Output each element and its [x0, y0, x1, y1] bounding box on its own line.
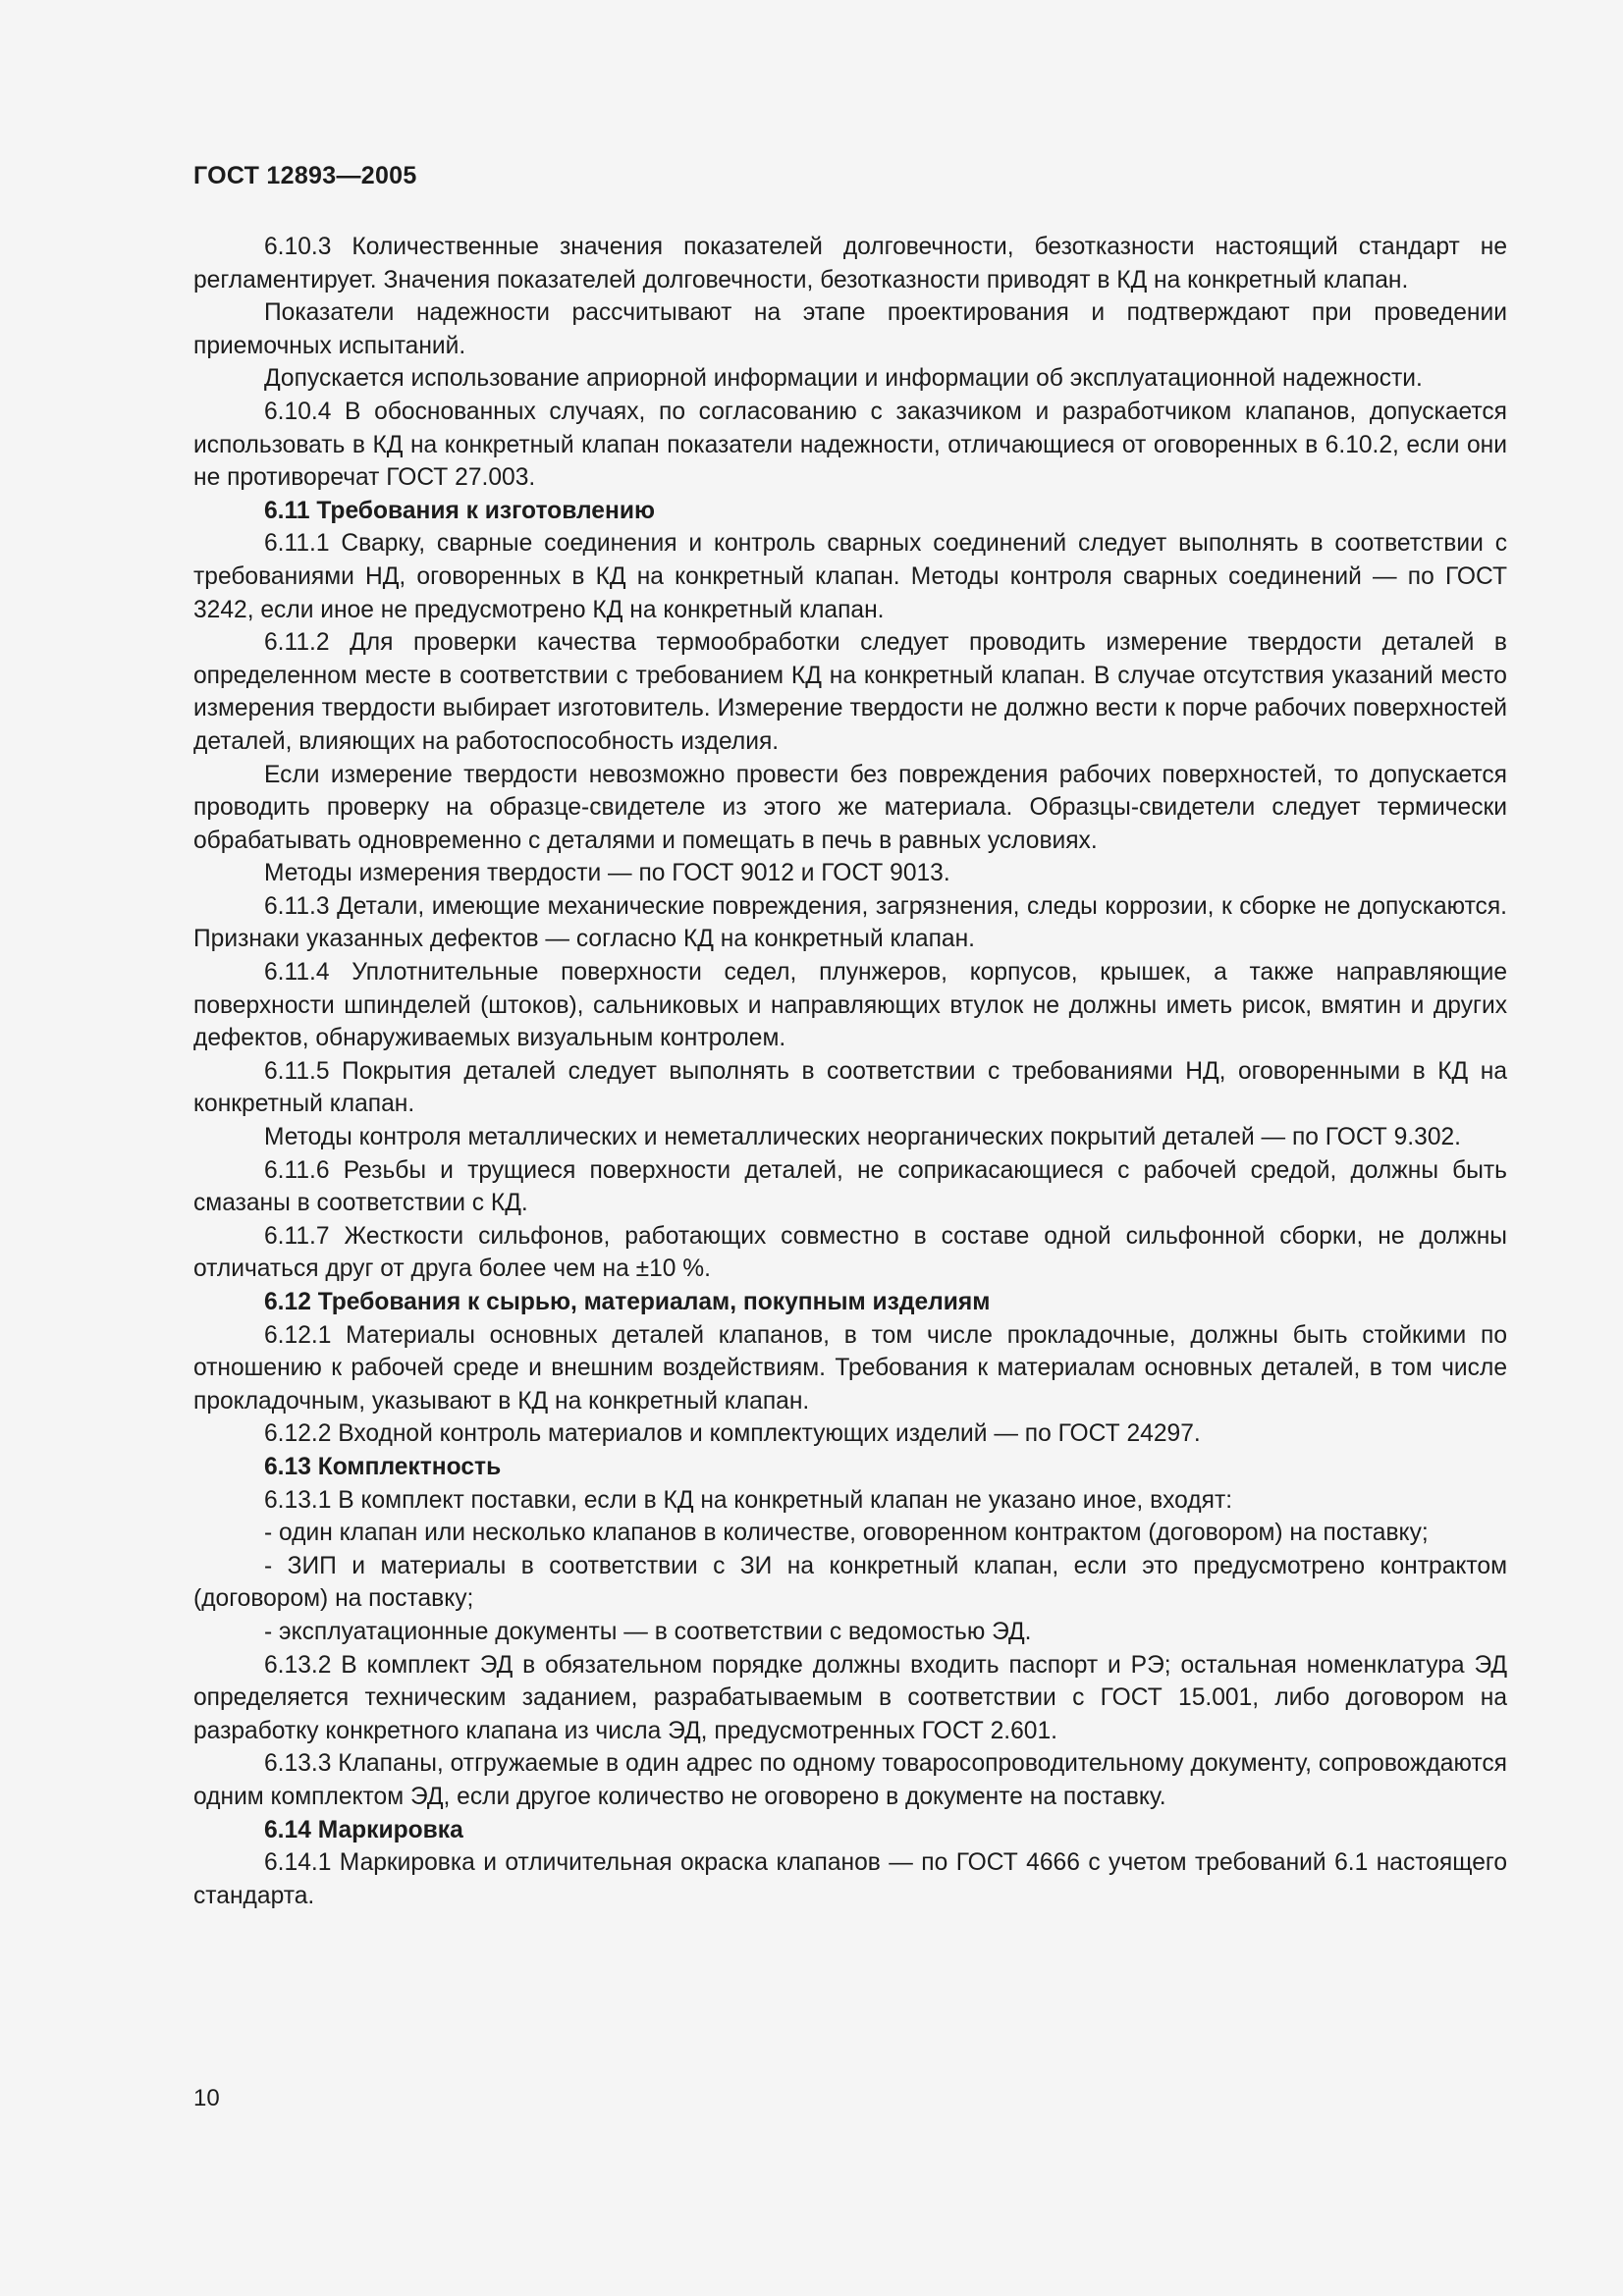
section-heading-6-12: 6.12 Требования к сырью, материалам, покупным изделиям — [264, 1289, 991, 1315]
paragraph: Методы контроля металлических и неметаллических неорганических покрытий деталей — по ГОСТ 9.302. — [264, 1124, 1462, 1151]
paragraph-6-11-6: 6.11.6 Резьбы и трущиеся поверхности деталей, не соприкасающиеся с рабочей средой, должны быть смазаны в соответствии с КД. — [193, 1156, 1507, 1217]
paragraph-6-14-1: 6.14.1 Маркировка и отличительная окраска клапанов — по ГОСТ 4666 с учетом требований 6.1 настоящего стандарта. — [193, 1849, 1507, 1909]
paragraph-6-11-3: 6.11.3 Детали, имеющие механические повреждения, загрязнения, следы коррозии, к сборке не допускаются. Признаки указанных дефектов — согласно КД на конкретный клапан. — [193, 892, 1507, 953]
paragraph: Показатели надежности рассчитывают на этапе проектирования и подтверждают при проведении приемочных испытаний. — [193, 299, 1507, 359]
paragraph: Допускается использование априорной информации и информации об эксплуатационной надежности. — [264, 365, 1423, 393]
paragraph-6-10-3: 6.10.3 Количественные значения показателей долговечности, безотказности настоящий стандарт не регламентирует. Значения показателей долговечности, безотказности приводят в КД на конкретный клапан. — [193, 234, 1507, 294]
paragraph-6-11-2: 6.11.2 Для проверки качества термообработки следует проводить измерение твердости деталей в определенном месте в соответствии с требованием КД на конкретный клапан. В случае отсутствия указаний место измерения твердости выбирает изготовитель. Измерение твердости не должно вести к порче рабочих поверхностей деталей, влияющих на работоспособность изделия. — [193, 629, 1507, 755]
paragraph-6-10-4: 6.10.4 В обоснованных случаях, по согласованию с заказчиком и разработчиком клапанов, допускается использовать в КД на конкретный клапан показатели надежности, отличающиеся от оговоренных в 6.10.2, если они не противоречат ГОСТ 27.003. — [193, 398, 1507, 492]
section-heading-6-14: 6.14 Маркировка — [264, 1816, 463, 1843]
list-item: - один клапан или несколько клапанов в количестве, оговоренном контрактом (договором) на поставку; — [264, 1520, 1429, 1547]
paragraph: Если измерение твердости невозможно провести без повреждения рабочих поверхностей, то допускается проводить проверку на образце-свидетеле из этого же материала. Образцы-свидетели следует термически обрабатывать одновременно с деталями и помещать в печь в равных условиях. — [193, 761, 1507, 854]
paragraph-6-13-1: 6.13.1 В комплект поставки, если в КД на конкретный клапан не указано иное, входят: — [264, 1486, 1233, 1514]
paragraph-6-13-2: 6.13.2 В комплект ЭД в обязательном порядке должны входить паспорт и РЭ; остальная номенклатура ЭД определяется техническим заданием, разрабатываемым в соответствии с ГОСТ 15.001, либо договором на разработку конкретного клапана из числа ЭД, предусмотренных ГОСТ 2.601. — [193, 1651, 1507, 1744]
document-header: ГОСТ 12893—2005 — [193, 162, 417, 189]
paragraph: Методы измерения твердости — по ГОСТ 9012 и ГОСТ 9013. — [264, 860, 950, 887]
paragraph-6-12-2: 6.12.2 Входной контроль материалов и комплектующих изделий — по ГОСТ 24297. — [264, 1420, 1201, 1448]
page-number: 10 — [193, 2085, 220, 2111]
paragraph-6-11-4: 6.11.4 Уплотнительные поверхности седел, плунжеров, корпусов, крышек, а также направляющие поверхности шпинделей (штоков), сальниковых и направляющих втулок не должны иметь рисок, вмятин и других дефектов, обнаруживаемых визуальным контролем. — [193, 959, 1507, 1052]
section-heading-6-13: 6.13 Комплектность — [264, 1453, 502, 1480]
list-item: - ЗИП и материалы в соответствии с ЗИ на конкретный клапан, если это предусмотрено контрактом (договором) на поставку; — [193, 1552, 1507, 1613]
list-item: - эксплуатационные документы — в соответствии с ведомостью ЭД. — [264, 1618, 1032, 1645]
paragraph-6-11-1: 6.11.1 Сварку, сварные соединения и контроль сварных соединений следует выполнять в соответствии с требованиями НД, оговоренных в КД на конкретный клапан. Методы контроля сварных соединений — по ГОСТ 3242, если иное не предусмотрено КД на конкретный клапан. — [193, 530, 1507, 623]
paragraph-6-11-5: 6.11.5 Покрытия деталей следует выполнять в соответствии с требованиями НД, оговоренными в КД на конкретный клапан. — [193, 1057, 1507, 1118]
paragraph-6-12-1: 6.12.1 Материалы основных деталей клапанов, в том числе прокладочные, должны быть стойкими по отношению к рабочей среде и внешним воздействиям. Требования к материалам основных деталей, в том числе прокладочным, указывают в КД на конкретный клапан. — [193, 1321, 1507, 1415]
document-body — [193, 231, 1507, 1912]
section-heading-6-11: 6.11 Требования к изготовлению — [264, 497, 655, 524]
paragraph-6-13-3: 6.13.3 Клапаны, отгружаемые в один адрес по одному товаросопроводительному документу, сопровождаются одним комплектом ЭД, если другое количество не оговорено в документе на поставку. — [193, 1750, 1507, 1810]
paragraph-6-11-7: 6.11.7 Жесткости сильфонов, работающих совместно в составе одной сильфонной сборки, не должны отличаться друг от друга более чем на ±10 %. — [193, 1222, 1507, 1283]
